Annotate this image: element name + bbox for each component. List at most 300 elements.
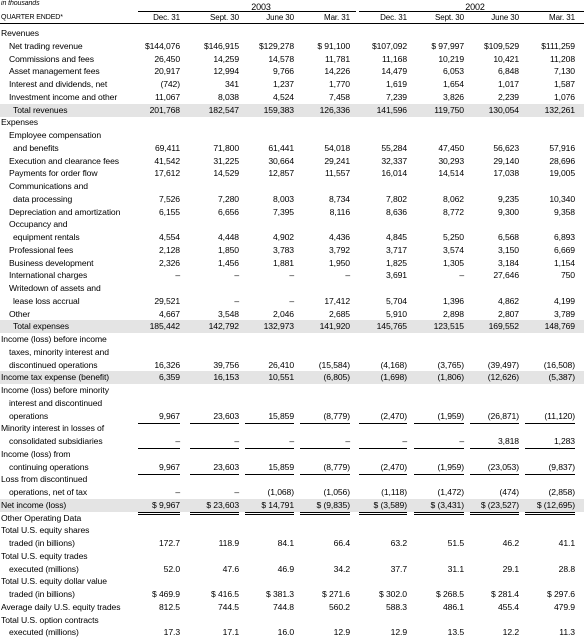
table-cell: (26,871) (470, 410, 519, 424)
table-cell: (12,626) (487, 372, 519, 383)
table-cell: 812.5 (158, 601, 180, 612)
table-cell: 14,529 (213, 168, 239, 179)
table-cell: 47,450 (438, 142, 464, 153)
table-cell: 142,792 (208, 321, 239, 332)
row-label: taxes, minority interest and (9, 346, 109, 357)
table-cell: – (289, 270, 294, 281)
table-cell: $109,529 (483, 40, 519, 51)
table-cell: 30,664 (268, 155, 294, 166)
table-row (0, 104, 584, 117)
col-header-mar-2002: Mar. 31 (549, 13, 575, 22)
row-label: Depreciation and amortization (9, 206, 121, 217)
table-cell: 3,150 (497, 244, 519, 255)
row-label: Total U.S. equity shares (1, 525, 90, 536)
table-cell: $ 416.5 (211, 589, 239, 599)
row-label: Asset management fees (9, 66, 100, 77)
table-cell: 6,053 (442, 66, 464, 77)
table-cell: 1,154 (553, 257, 575, 268)
table-cell: (1,472) (414, 486, 464, 500)
table-cell: 14,226 (324, 66, 350, 77)
row-label: Revenues (1, 28, 39, 38)
table-cell: 141,920 (319, 321, 350, 332)
row-label: Communications and (9, 181, 88, 191)
quarter-ended-label: QUARTER ENDED* (1, 14, 63, 21)
row-label: International charges (9, 270, 88, 281)
table-cell: 7,395 (272, 206, 294, 217)
row-label: traded (in billions) (9, 589, 75, 599)
table-cell: 52.0 (163, 563, 180, 574)
table-cell: – (289, 295, 294, 306)
row-label: Income (loss) before minority (1, 385, 109, 395)
table-cell: 5,910 (359, 308, 407, 322)
table-cell: 28.8 (558, 563, 575, 574)
table-cell: 11,067 (138, 91, 180, 105)
table-row (0, 346, 584, 359)
table-cell: $ (23,527) (470, 499, 519, 515)
table-cell: 12,857 (268, 168, 294, 179)
table-cell: $ 297.6 (547, 589, 575, 599)
table-cell: 11,208 (549, 53, 575, 64)
table-cell: 1,017 (497, 79, 519, 89)
table-row (0, 524, 584, 537)
row-label: Other (9, 308, 30, 319)
table-cell: (2,470) (359, 410, 407, 424)
table-row (0, 129, 584, 142)
table-cell: 2,898 (414, 308, 464, 322)
table-cell: 3,826 (414, 91, 464, 105)
table-cell: (1,959) (414, 461, 464, 475)
table-cell: 560.2 (328, 601, 350, 612)
table-cell: 455.4 (497, 601, 519, 612)
table-cell: 4,554 (158, 232, 180, 242)
row-label: Income (loss) before income (1, 334, 107, 344)
table-cell: 1,396 (442, 295, 464, 306)
table-cell: 9,300 (497, 206, 519, 217)
table-cell: (1,698) (380, 372, 407, 383)
table-cell: 4,667 (138, 308, 180, 322)
table-cell: 7,458 (300, 91, 350, 105)
table-cell: 1,950 (328, 257, 350, 268)
table-row (0, 295, 584, 308)
table-cell: 486.1 (442, 601, 464, 612)
row-label: Total revenues (13, 104, 68, 115)
table-cell: 9,967 (138, 461, 180, 475)
row-label: equipment rentals (13, 232, 80, 242)
table-cell: 588.3 (385, 601, 407, 612)
row-label: Net trading revenue (9, 40, 83, 51)
table-row (0, 563, 584, 576)
row-label: data processing (13, 193, 73, 204)
table-row (0, 308, 584, 321)
table-row (0, 142, 584, 155)
row-label: Income (loss) from (1, 448, 71, 459)
table-cell: 8,003 (272, 193, 294, 204)
year-2003-header: 2003 (251, 2, 271, 12)
table-cell: 46.9 (277, 563, 294, 574)
table-cell: 10,551 (268, 372, 294, 383)
table-cell: 37.7 (390, 563, 407, 574)
table-cell: 14,578 (268, 53, 294, 64)
table-row (0, 512, 584, 525)
table-row (0, 473, 584, 486)
table-cell: 1,619 (385, 79, 407, 89)
table-cell: – (414, 435, 464, 449)
table-cell: 7,526 (158, 193, 180, 204)
table-cell: (23,053) (470, 461, 519, 475)
table-cell: 118.9 (218, 538, 239, 548)
table-cell: – (190, 486, 239, 500)
table-cell: 17.3 (163, 627, 180, 638)
table-cell: (8,779) (300, 410, 350, 424)
table-row (0, 193, 584, 206)
table-row (0, 269, 584, 282)
table-cell: (11,120) (525, 410, 575, 424)
table-cell: 46.2 (502, 538, 519, 548)
table-cell: 41,542 (154, 155, 180, 166)
table-cell: 3,574 (442, 244, 464, 255)
table-cell: 11.3 (559, 627, 575, 638)
table-row (0, 435, 584, 448)
table-cell: – (175, 270, 180, 281)
table-cell: (39,497) (470, 359, 519, 373)
table-cell: 11,781 (324, 53, 350, 64)
table-cell: 8,038 (190, 91, 239, 105)
table-cell: 2,326 (158, 257, 180, 268)
table-row (0, 359, 584, 372)
table-cell: 47.6 (222, 563, 239, 574)
row-label: lease loss accrual (13, 295, 80, 306)
table-row (0, 231, 584, 244)
col-header-mar-2003: Mar. 31 (324, 13, 350, 22)
row-label: Writedown of assets and (9, 283, 101, 293)
table-cell: 1,654 (442, 79, 464, 89)
table-cell: 51.5 (447, 538, 464, 548)
table-cell: 39,756 (190, 359, 239, 373)
table-cell: 5,704 (385, 295, 407, 306)
table-cell: (3,765) (414, 359, 464, 373)
table-cell: 32,337 (381, 155, 407, 166)
table-cell: 6,656 (217, 206, 239, 217)
table-cell: 2,239 (470, 91, 519, 105)
table-cell: 2,807 (470, 308, 519, 322)
table-cell: 12,994 (213, 66, 239, 77)
table-cell: 1,305 (442, 257, 464, 268)
table-cell: 132,261 (544, 104, 575, 115)
table-cell: 4,199 (553, 295, 575, 306)
table-cell: 12.9 (390, 627, 407, 638)
table-cell: 69,411 (154, 142, 180, 153)
table-cell: 130,054 (488, 104, 519, 115)
row-label: and benefits (13, 142, 59, 153)
table-cell: – (345, 270, 350, 281)
table-row (0, 614, 584, 627)
table-cell: 16,326 (138, 359, 180, 373)
row-label: Total U.S. equity trades (1, 550, 88, 561)
table-cell: 20,917 (154, 66, 180, 77)
table-cell: – (234, 295, 239, 306)
table-row (0, 410, 584, 423)
table-cell: 2,046 (245, 308, 294, 322)
table-cell: (5,387) (548, 372, 575, 383)
table-cell: 1,825 (385, 257, 407, 268)
table-cell: 29,140 (493, 155, 519, 166)
table-cell: (1,806) (437, 372, 464, 383)
table-cell: 1,587 (553, 79, 575, 89)
table-row (0, 167, 584, 180)
table-cell: 8,062 (442, 193, 464, 204)
table-cell: 71,800 (213, 142, 239, 153)
table-cell: $ (9,835) (300, 499, 350, 515)
table-cell: 10,340 (549, 193, 575, 204)
table-cell: 63.2 (390, 538, 407, 548)
table-row (0, 537, 584, 550)
table-cell: 1,456 (217, 257, 239, 268)
table-cell: $ 268.5 (436, 589, 464, 599)
table-cell: 11,168 (381, 53, 407, 64)
row-label: Execution and clearance fees (9, 155, 119, 166)
table-cell: (1,118) (359, 486, 407, 500)
table-row (0, 244, 584, 257)
row-label: Total expenses (13, 321, 69, 332)
table-cell: – (138, 435, 180, 449)
table-cell: 185,442 (149, 321, 180, 332)
table-cell: 34.2 (333, 563, 350, 574)
table-cell: 16,014 (381, 168, 407, 179)
table-cell: $ 271.6 (322, 589, 350, 599)
table-cell: 29.1 (502, 563, 519, 574)
table-cell: (742) (160, 79, 180, 89)
table-cell: 4,448 (217, 232, 239, 242)
row-label: Loss from discontinued (1, 474, 88, 485)
table-cell: (1,959) (414, 410, 464, 424)
table-cell: 27,646 (493, 270, 519, 281)
table-cell: 119,750 (434, 104, 464, 115)
table-cell: $146,915 (203, 40, 239, 51)
table-row (0, 486, 584, 499)
table-cell: 2,128 (158, 244, 180, 255)
table-cell: 182,547 (208, 104, 239, 115)
row-label: executed (millions) (9, 627, 79, 638)
table-cell: 479.9 (553, 601, 575, 612)
table-cell: 16.0 (277, 627, 294, 638)
table-row (0, 27, 584, 40)
table-cell: 61,441 (268, 142, 294, 153)
table-cell: $144,076 (144, 40, 180, 51)
table-cell: 6,848 (497, 66, 519, 77)
table-row (0, 550, 584, 563)
row-label: consolidated subsidiaries (9, 436, 103, 446)
table-cell: 148,769 (544, 321, 575, 332)
table-cell: (1,068) (245, 486, 294, 500)
table-cell: $ (3,431) (414, 499, 464, 515)
table-cell: 1,881 (272, 257, 294, 268)
table-cell: 10,421 (493, 53, 519, 64)
table-cell: 4,524 (245, 91, 294, 105)
table-cell: 126,336 (319, 104, 350, 115)
table-cell: $ 23,603 (190, 499, 239, 515)
table-cell: 172.7 (158, 538, 180, 548)
table-row (0, 397, 584, 410)
row-label: Interest and dividends, net (9, 79, 108, 89)
table-cell: 57,916 (549, 142, 575, 153)
row-label: operations, net of tax (9, 487, 88, 497)
table-cell: 9,235 (497, 193, 519, 204)
table-cell: 3,184 (497, 257, 519, 268)
table-row (0, 155, 584, 168)
table-row (0, 218, 584, 231)
table-cell: – (138, 486, 180, 500)
table-cell: 8,772 (442, 206, 464, 217)
table-cell: 5,250 (442, 232, 464, 242)
row-label: Total U.S. option contracts (1, 614, 99, 625)
table-cell: 9,766 (272, 66, 294, 77)
row-label: Payments for order flow (9, 168, 98, 179)
table-cell: 23,603 (190, 410, 239, 424)
table-cell: 11,557 (324, 168, 350, 179)
table-cell: $107,092 (371, 40, 407, 51)
table-cell: 84.1 (277, 538, 294, 548)
table-cell: 54,018 (324, 142, 350, 153)
table-cell: (8,779) (300, 461, 350, 475)
row-label: Minority interest in losses of (1, 423, 105, 434)
table-cell: 8,636 (385, 206, 407, 217)
row-label: Professional fees (9, 244, 74, 255)
col-header-sept-2002: Sept. 30 (434, 13, 464, 22)
row-label: Other Operating Data (1, 512, 82, 523)
col-header-sept-2003: Sept. 30 (209, 13, 239, 22)
row-label: Occupancy and (9, 219, 68, 230)
table-cell: 3,792 (328, 244, 350, 255)
table-cell: $ 469.9 (152, 589, 180, 599)
table-cell: 2,685 (300, 308, 350, 322)
units-note: in thousands (1, 0, 40, 7)
table-cell: 744.5 (217, 601, 239, 612)
table-row (0, 78, 584, 91)
table-cell: 15,859 (245, 461, 294, 475)
table-row (0, 282, 584, 295)
table-cell: 132,973 (263, 321, 294, 332)
year-2002-header: 2002 (465, 2, 485, 12)
row-label: Average daily U.S. equity trades (1, 601, 121, 612)
table-row (0, 53, 584, 66)
col-header-june-2002: June 30 (491, 13, 519, 22)
table-cell: 26,450 (154, 53, 180, 64)
table-cell: 6,893 (553, 232, 575, 242)
row-label: continuing operations (9, 461, 89, 472)
table-cell: (16,508) (525, 359, 575, 373)
table-cell: 3,789 (525, 308, 575, 322)
table-cell: 19,005 (549, 168, 575, 179)
table-cell: – (359, 435, 407, 449)
table-row (0, 320, 584, 333)
table-cell: 6,155 (158, 206, 180, 217)
table-row (0, 371, 584, 384)
table-cell: 750 (560, 270, 575, 281)
table-cell: 41.1 (558, 538, 575, 548)
table-row (0, 588, 584, 601)
table-cell: (1,056) (300, 486, 350, 500)
table-cell: 3,717 (385, 244, 407, 255)
table-row (0, 257, 584, 270)
table-cell: 14,479 (381, 66, 407, 77)
table-cell: – (459, 270, 464, 281)
table-row (0, 91, 584, 104)
table-cell: 29,241 (324, 155, 350, 166)
table-cell: $ 91,100 (317, 40, 350, 51)
row-label: interest and discontinued (9, 397, 103, 408)
table-cell: – (190, 435, 239, 449)
table-cell: 9,967 (138, 410, 180, 424)
table-cell: 3,818 (470, 435, 519, 449)
table-cell: 7,239 (359, 91, 407, 105)
table-cell: 17,038 (493, 168, 519, 179)
table-cell: 6,568 (497, 232, 519, 242)
table-row (0, 65, 584, 78)
header-bottom-rule (0, 23, 584, 24)
table-cell: $ 281.4 (491, 589, 519, 599)
table-cell: 10,219 (438, 53, 464, 64)
table-row (0, 40, 584, 53)
col-header-dec-2002: Dec. 31 (380, 13, 407, 22)
table-cell: (9,837) (525, 461, 575, 475)
table-cell: 31.1 (447, 563, 464, 574)
table-cell: 8,116 (329, 206, 350, 217)
table-cell: $ (12,695) (525, 499, 575, 515)
row-label: traded (in billions) (9, 538, 75, 548)
table-cell: $ 381.3 (266, 589, 294, 599)
table-cell: 341 (224, 79, 239, 89)
table-cell: 55,284 (381, 142, 407, 153)
table-cell: 12.9 (333, 627, 350, 638)
table-cell: 14,259 (213, 53, 239, 64)
table-cell: 4,862 (497, 295, 519, 306)
row-label: executed (millions) (9, 563, 79, 574)
table-cell: 145,765 (376, 321, 407, 332)
table-cell: $ 302.0 (379, 589, 407, 599)
table-cell: 13.5 (447, 627, 464, 638)
row-label: Employee compensation (9, 130, 102, 140)
table-cell: 15,859 (245, 410, 294, 424)
table-cell: 1,237 (272, 79, 294, 89)
row-label: discontinued operations (9, 359, 98, 370)
table-cell: $129,278 (258, 40, 294, 51)
table-cell: 31,225 (213, 155, 239, 166)
table-cell: $ 9,967 (138, 499, 180, 515)
table-cell: (6,805) (323, 372, 350, 383)
table-cell: 66.4 (333, 538, 350, 548)
table-cell: 1,076 (525, 91, 575, 105)
table-cell: 1,283 (525, 435, 575, 449)
table-cell: 159,383 (263, 104, 294, 115)
table-cell: 4,902 (272, 232, 294, 242)
table-cell: 29,521 (154, 295, 180, 306)
table-row (0, 180, 584, 193)
table-cell: 201,768 (149, 104, 180, 115)
row-label: operations (9, 410, 49, 421)
table-cell: 17,612 (154, 168, 180, 179)
table-cell: 14,514 (438, 168, 464, 179)
table-cell: 7,802 (385, 193, 407, 204)
table-cell: 4,436 (328, 232, 350, 242)
table-cell: 1,850 (217, 244, 239, 255)
table-row (0, 116, 584, 129)
table-cell: 141,596 (376, 104, 407, 115)
table-cell: (4,168) (359, 359, 407, 373)
table-cell: 12.2 (502, 627, 519, 638)
table-cell: 28,696 (549, 155, 575, 166)
table-cell: 26,410 (245, 359, 294, 373)
col-header-dec-2003: Dec. 31 (153, 13, 180, 22)
